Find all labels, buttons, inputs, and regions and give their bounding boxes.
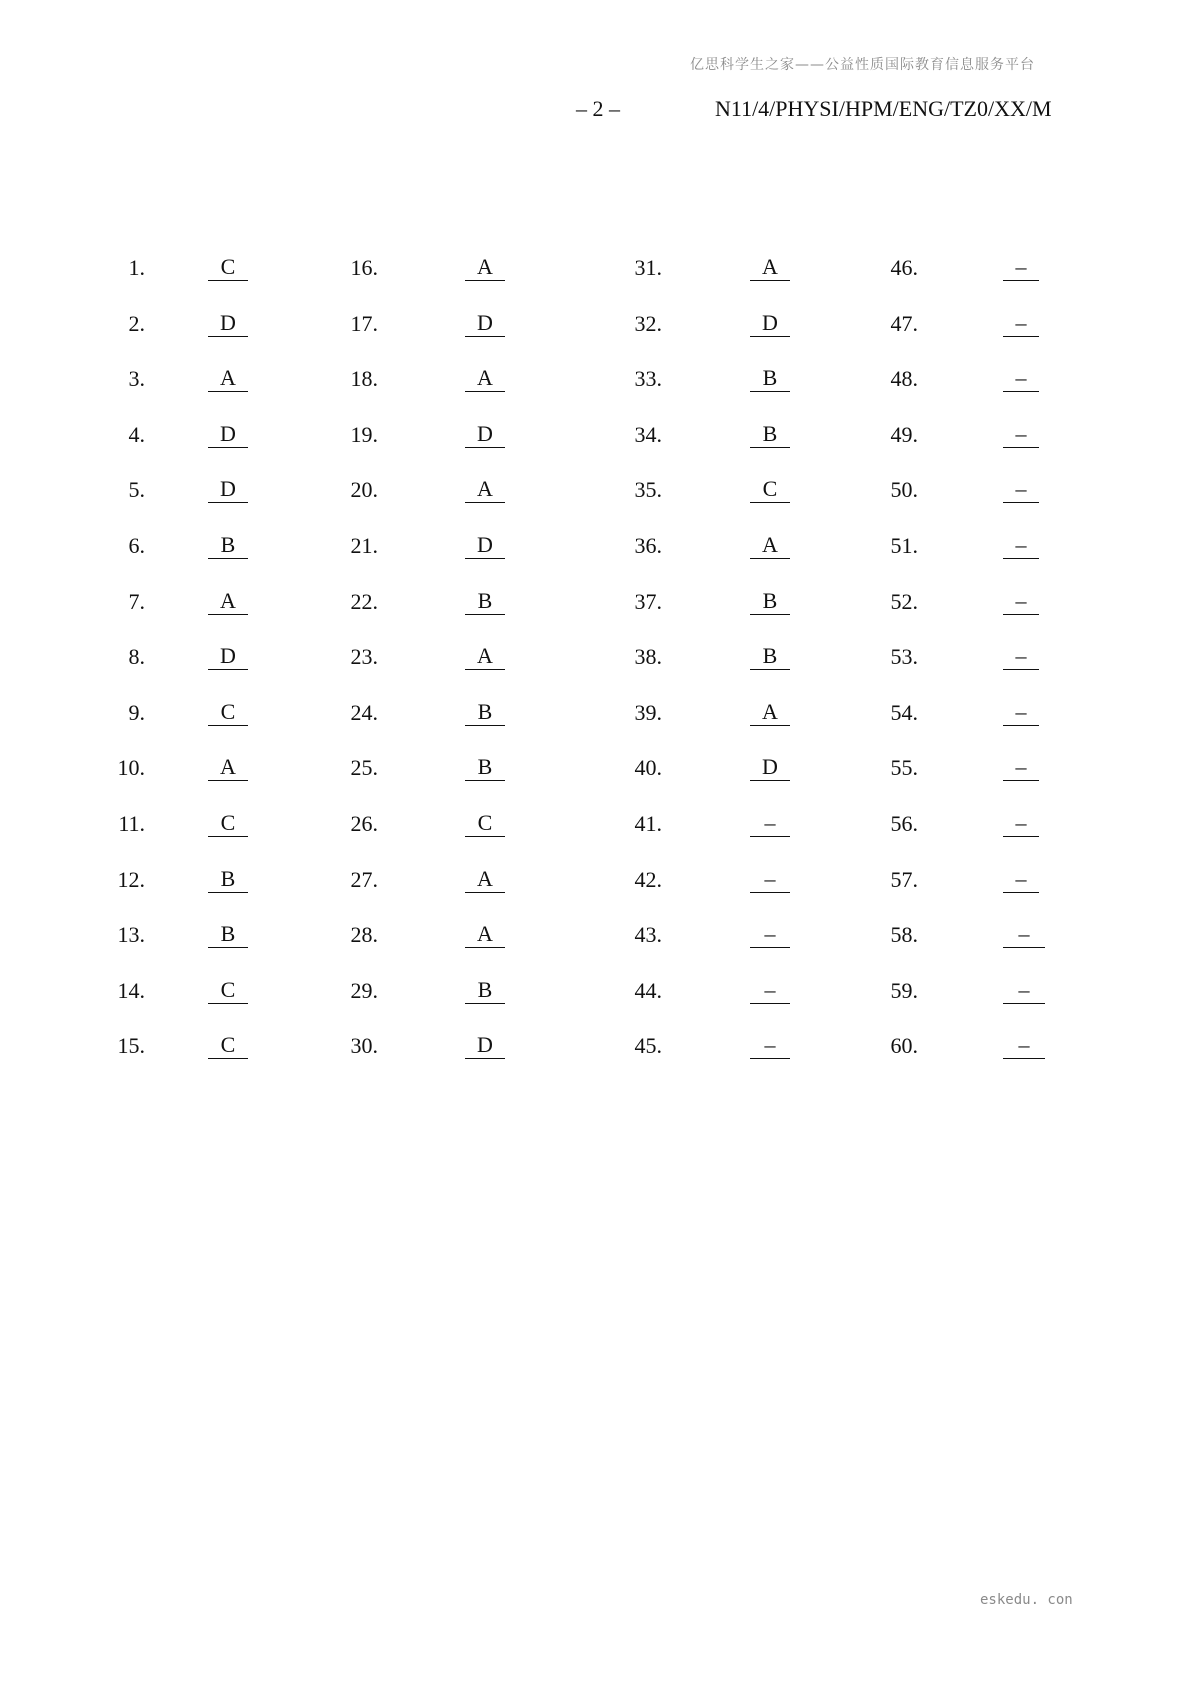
question-number: 36. xyxy=(634,533,662,558)
answer-value: D xyxy=(465,532,505,559)
question-number: 52. xyxy=(890,589,918,614)
question-number: 37. xyxy=(634,589,662,614)
answer-value: – xyxy=(1003,699,1039,726)
answer-value: C xyxy=(208,699,248,726)
question-number: 32. xyxy=(634,311,662,336)
answer-value: – xyxy=(1003,476,1039,503)
answer-value: A xyxy=(208,365,248,392)
question-number: 5. xyxy=(128,477,145,502)
question-number: 22. xyxy=(350,589,378,614)
question-number: 20. xyxy=(350,477,378,502)
question-number: 39. xyxy=(634,700,662,725)
site-banner: 亿思科学生之家——公益性质国际教育信息服务平台 xyxy=(690,57,1035,73)
question-number: 1. xyxy=(128,255,145,280)
answer-value: D xyxy=(208,643,248,670)
answer-value: A xyxy=(208,754,248,781)
question-number: 21. xyxy=(350,533,378,558)
answer-value: – xyxy=(1003,1032,1045,1059)
question-number: 4. xyxy=(128,422,145,447)
answer-value: B xyxy=(750,365,790,392)
question-number: 38. xyxy=(634,644,662,669)
question-number: 33. xyxy=(634,366,662,391)
answer-value: A xyxy=(465,643,505,670)
question-number: 45. xyxy=(634,1033,662,1058)
question-number: 19. xyxy=(350,422,378,447)
answer-value: C xyxy=(208,977,248,1004)
answer-value: A xyxy=(465,365,505,392)
question-number: 25. xyxy=(350,755,378,780)
answer-value: D xyxy=(208,421,248,448)
question-number: 41. xyxy=(634,811,662,836)
answer-value: A xyxy=(750,699,790,726)
question-number: 44. xyxy=(634,978,662,1003)
answer-value: – xyxy=(750,1032,790,1059)
answer-value: – xyxy=(1003,254,1039,281)
question-number: 46. xyxy=(890,255,918,280)
answer-value: – xyxy=(1003,643,1039,670)
answer-value: A xyxy=(750,254,790,281)
question-number: 56. xyxy=(890,811,918,836)
page-number: – 2 – xyxy=(576,96,620,121)
answer-value: B xyxy=(208,532,248,559)
question-number: 14. xyxy=(117,978,145,1003)
answer-value: – xyxy=(750,866,790,893)
question-number: 2. xyxy=(128,311,145,336)
answer-value: – xyxy=(1003,921,1045,948)
answer-value: A xyxy=(465,254,505,281)
answer-value: A xyxy=(465,476,505,503)
question-number: 58. xyxy=(890,922,918,947)
reference-code: N11/4/PHYSI/HPM/ENG/TZ0/XX/M xyxy=(715,96,1052,121)
answer-value: A xyxy=(465,921,505,948)
question-number: 13. xyxy=(117,922,145,947)
footer-url: eskedu. con xyxy=(980,1592,1073,1608)
question-number: 16. xyxy=(350,255,378,280)
question-number: 31. xyxy=(634,255,662,280)
question-number: 27. xyxy=(350,867,378,892)
answer-value: A xyxy=(750,532,790,559)
question-number: 9. xyxy=(128,700,145,725)
answer-value: C xyxy=(208,810,248,837)
question-number: 59. xyxy=(890,978,918,1003)
answer-value: D xyxy=(750,310,790,337)
answer-value: – xyxy=(1003,588,1039,615)
question-number: 26. xyxy=(350,811,378,836)
answer-value: B xyxy=(750,643,790,670)
answer-value: B xyxy=(465,699,505,726)
question-number: 40. xyxy=(634,755,662,780)
answer-value: B xyxy=(208,866,248,893)
question-number: 23. xyxy=(350,644,378,669)
answer-value: – xyxy=(1003,421,1039,448)
question-number: 42. xyxy=(634,867,662,892)
question-number: 60. xyxy=(890,1033,918,1058)
question-number: 49. xyxy=(890,422,918,447)
answer-value: A xyxy=(465,866,505,893)
answer-value: – xyxy=(750,921,790,948)
question-number: 11. xyxy=(118,811,145,836)
answer-value: B xyxy=(465,588,505,615)
question-number: 12. xyxy=(117,867,145,892)
question-number: 35. xyxy=(634,477,662,502)
question-number: 7. xyxy=(128,589,145,614)
answer-value: B xyxy=(208,921,248,948)
answer-value: C xyxy=(208,1032,248,1059)
answer-value: B xyxy=(750,421,790,448)
answer-value: D xyxy=(465,310,505,337)
answer-value: D xyxy=(465,1032,505,1059)
answer-value: – xyxy=(750,810,790,837)
answer-value: D xyxy=(465,421,505,448)
answer-value: – xyxy=(1003,365,1039,392)
answer-value: – xyxy=(1003,532,1039,559)
question-number: 3. xyxy=(128,366,145,391)
answer-value: C xyxy=(208,254,248,281)
question-number: 30. xyxy=(350,1033,378,1058)
answer-value: – xyxy=(1003,977,1045,1004)
answer-value: C xyxy=(750,476,790,503)
question-number: 18. xyxy=(350,366,378,391)
question-number: 43. xyxy=(634,922,662,947)
question-number: 48. xyxy=(890,366,918,391)
question-number: 55. xyxy=(890,755,918,780)
answer-value: A xyxy=(208,588,248,615)
question-number: 51. xyxy=(890,533,918,558)
question-number: 8. xyxy=(128,644,145,669)
question-number: 54. xyxy=(890,700,918,725)
answer-value: D xyxy=(750,754,790,781)
question-number: 29. xyxy=(350,978,378,1003)
answer-value: D xyxy=(208,476,248,503)
question-number: 57. xyxy=(890,867,918,892)
question-number: 47. xyxy=(890,311,918,336)
question-number: 28. xyxy=(350,922,378,947)
question-number: 17. xyxy=(350,311,378,336)
answer-value: – xyxy=(1003,310,1039,337)
answer-value: – xyxy=(1003,866,1039,893)
answer-value: B xyxy=(465,754,505,781)
answer-value: – xyxy=(750,977,790,1004)
question-number: 24. xyxy=(350,700,378,725)
question-number: 53. xyxy=(890,644,918,669)
question-number: 34. xyxy=(634,422,662,447)
answer-value: D xyxy=(208,310,248,337)
question-number: 6. xyxy=(128,533,145,558)
question-number: 10. xyxy=(117,755,145,780)
answer-value: B xyxy=(750,588,790,615)
answer-value: B xyxy=(465,977,505,1004)
answer-value: – xyxy=(1003,754,1039,781)
question-number: 50. xyxy=(890,477,918,502)
answer-value: C xyxy=(465,810,505,837)
question-number: 15. xyxy=(117,1033,145,1058)
answer-value: – xyxy=(1003,810,1039,837)
